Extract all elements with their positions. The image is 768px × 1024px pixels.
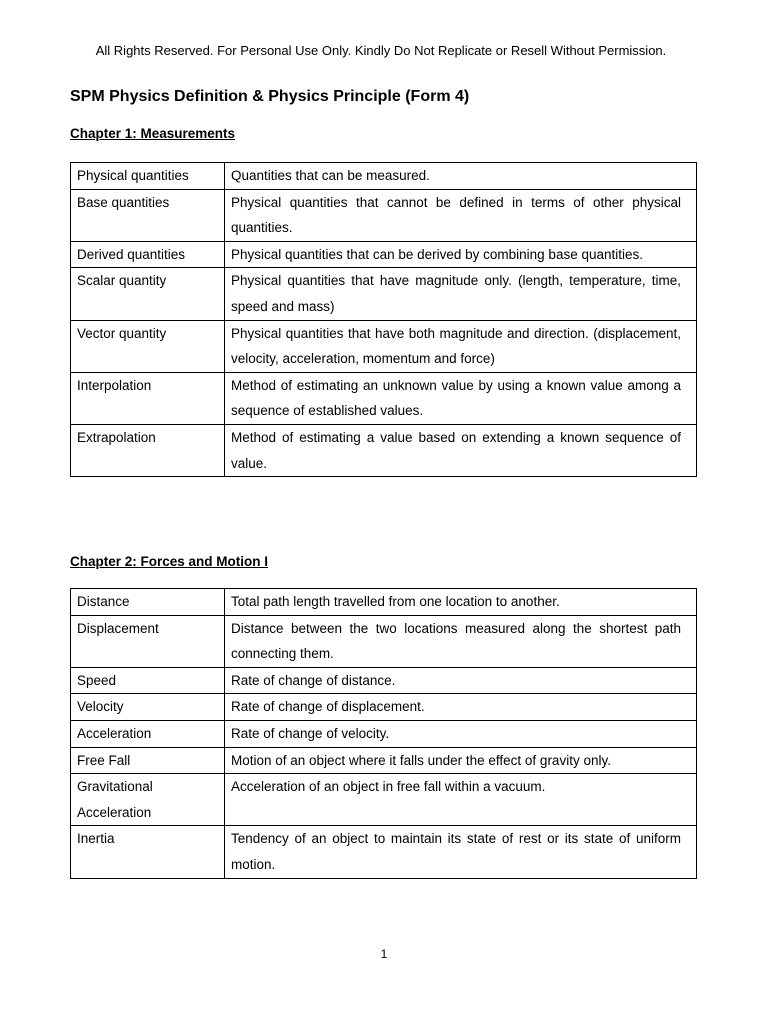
table-row <box>71 372 697 424</box>
chapter-2-definitions-table <box>70 588 697 879</box>
document-title: SPM Physics Definition & Physics Principle (Form 4) <box>70 88 470 105</box>
table-row <box>71 694 697 721</box>
term-cell: Acceleration <box>71 720 225 747</box>
table-row <box>71 241 697 268</box>
table-row <box>71 163 697 190</box>
table-row <box>71 424 697 476</box>
definition-cell: Physical quantities that have magnitude only. (length, temperature, time, speed and mass) <box>225 268 697 320</box>
table-row <box>71 615 697 667</box>
table-row <box>71 826 697 878</box>
definition-cell: Rate of change of displacement. <box>225 694 697 721</box>
table-row <box>71 320 697 372</box>
chapter-1-definitions-table <box>70 162 697 477</box>
definition-cell: Physical quantities that cannot be defined in terms of other physical quantities. <box>225 189 697 241</box>
term-cell: Vector quantity <box>71 320 225 372</box>
table-row <box>71 747 697 774</box>
term-cell: Scalar quantity <box>71 268 225 320</box>
copyright-notice: All Rights Reserved. For Personal Use Only. Kindly Do Not Replicate or Resell Without Permission. <box>95 43 667 58</box>
page-number: 1 <box>380 947 388 961</box>
definition-cell: Quantities that can be measured. <box>225 163 697 190</box>
term-cell: Extrapolation <box>71 424 225 476</box>
definition-cell: Physical quantities that can be derived by combining base quantities. <box>225 241 697 268</box>
term-cell: Interpolation <box>71 372 225 424</box>
table-row <box>71 589 697 616</box>
table-row <box>71 268 697 320</box>
term-cell: Gravitational Acceleration <box>71 774 225 826</box>
term-cell: Speed <box>71 667 225 694</box>
table-row <box>71 667 697 694</box>
chapter-2-heading: Chapter 2: Forces and Motion I <box>70 554 269 569</box>
term-cell: Inertia <box>71 826 225 878</box>
definition-cell: Method of estimating a value based on extending a known sequence of value. <box>225 424 697 476</box>
definition-cell: Tendency of an object to maintain its state of rest or its state of uniform motion. <box>225 826 697 878</box>
definition-cell: Rate of change of velocity. <box>225 720 697 747</box>
table-row <box>71 720 697 747</box>
term-cell: Free Fall <box>71 747 225 774</box>
definition-cell: Total path length travelled from one location to another. <box>225 589 697 616</box>
term-cell: Base quantities <box>71 189 225 241</box>
term-cell: Velocity <box>71 694 225 721</box>
definition-cell: Physical quantities that have both magnitude and direction. (displacement, velocity, acceleration, momentum and force) <box>225 320 697 372</box>
definition-cell: Motion of an object where it falls under the effect of gravity only. <box>225 747 697 774</box>
definition-cell: Rate of change of distance. <box>225 667 697 694</box>
table-row <box>71 774 697 826</box>
chapter-1-heading: Chapter 1: Measurements <box>70 126 236 141</box>
term-cell: Physical quantities <box>71 163 225 190</box>
table-row <box>71 189 697 241</box>
term-cell: Displacement <box>71 615 225 667</box>
definition-cell: Distance between the two locations measured along the shortest path connecting them. <box>225 615 697 667</box>
term-cell: Derived quantities <box>71 241 225 268</box>
definition-cell: Method of estimating an unknown value by using a known value among a sequence of established values. <box>225 372 697 424</box>
definition-cell: Acceleration of an object in free fall within a vacuum. <box>225 774 697 826</box>
term-cell: Distance <box>71 589 225 616</box>
